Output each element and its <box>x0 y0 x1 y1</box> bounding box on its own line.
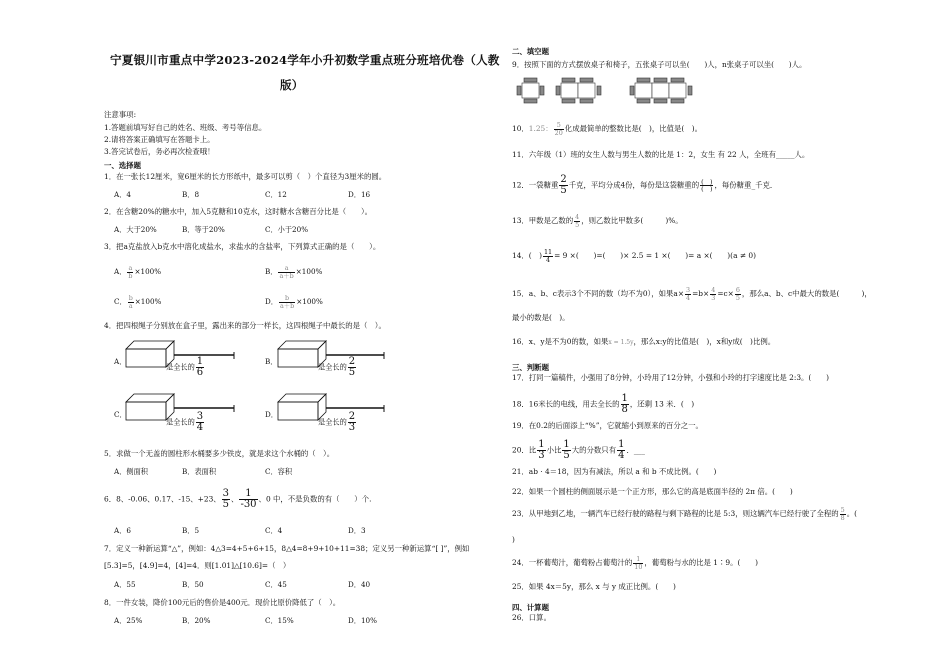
question-17: 17．打同一篇稿件，小强用了8分钟，小玲用了12分钟，小强和小玲的打字速度比是 2:3。( ) <box>512 373 829 382</box>
note-2: 2.请将答案正确填写在答题卡上。 <box>104 135 215 144</box>
question-25: 25．如果 4x＝5y，那么 x 与 y 成正比例。( ) <box>512 582 676 591</box>
question-8: 8．一件女装，降价100元后的售价是400元．现价比原价降低了（ ）。 <box>104 598 341 607</box>
question-2: 2．在含糖20%的糖水中，加入5克糖和10克水，这时糖水含糖百分比是（ ）。 <box>104 207 373 216</box>
q3-option-d[interactable]: D． $\frac{b}{a+b}$ ×100% <box>265 294 323 310</box>
q4-option-c[interactable]: C． <box>114 410 127 419</box>
q3-option-c[interactable]: C． $\frac{b}{a}$ ×100% <box>114 294 162 310</box>
question-19: 19．在0.2的后面添上“%”，它就缩小到原来的百分之一。 <box>512 421 703 430</box>
question-6: 6．8、-0.06、0.17、-15、+23、 $\frac{3}{5}$ 、 $\frac{1}{-30}$ 、0 中，不是负数的有（ ）个. <box>104 488 372 510</box>
question-23-line1: 23．从甲地到乙地，一辆汽车已经行驶的路程与剩下路程的比是 5:3，则这辆汽车已经行驶了全程的 $\frac{5}{8}$ 。( <box>512 506 858 522</box>
question-20: 20．比 $\frac{1}{3}$ 小比 $\frac{1}{5}$ 大的分数只有 $\frac{1}{4}$ ．___ <box>512 439 645 461</box>
q7-option-d[interactable]: D．40 <box>348 580 371 589</box>
q4-d-caption: 是全长的 $\frac{2}{3}$ <box>318 411 356 433</box>
q4-b-caption: 是全长的 $\frac{2}{5}$ <box>318 356 356 378</box>
q2-option-b[interactable]: B．等于20% <box>182 225 225 234</box>
question-7-line1: 7．定义一种新运算“△”，例如：4△3=4+5+6+15，8△4=8+9+10+11=38；定义另一种新运算“[ ]”，例如 <box>104 544 470 553</box>
question-11: 11．六年级（1）班的女生人数与男生人数的比是 1：2，女生 有 22 人，全班有_____人。 <box>512 150 810 159</box>
q8-option-c[interactable]: C．15% <box>265 616 294 625</box>
q5-option-c[interactable]: C．容积 <box>265 467 293 476</box>
q5-option-b[interactable]: B．表面积 <box>182 467 217 476</box>
section-heading-fill: 二、填空题 <box>512 47 549 56</box>
q3-option-a[interactable]: A． $\frac{a}{b}$ ×100% <box>114 264 162 280</box>
q1-option-a[interactable]: A．4 <box>114 190 131 199</box>
q8-option-d[interactable]: D．10% <box>348 616 377 625</box>
section-heading-choice: 一、选择题 <box>104 161 141 170</box>
question-21: 21．ab · 4＝18，因为有减法，所以 a 和 b 不成比例。( ) <box>512 467 717 476</box>
question-10: 10．1.25： $\frac{5}{20}$ 化成最简单的整数比是( )，比值是( )。 <box>512 121 702 137</box>
q4-option-d[interactable]: D． <box>265 410 278 419</box>
q4-option-b[interactable]: B． <box>265 357 278 366</box>
q1-option-d[interactable]: D．16 <box>348 190 371 199</box>
q4-c-caption: 是全长的 $\frac{3}{4}$ <box>166 411 204 433</box>
notes-heading: 注意事项: <box>104 110 137 119</box>
question-23-line2: ) <box>512 535 515 544</box>
question-24: 24．一杯葡萄汁，葡萄粉占葡萄汁的 $\frac{1}{10}$ ，葡萄粉与水的比是 1∶9。( ) <box>512 555 759 571</box>
q8-option-a[interactable]: A．25% <box>114 616 143 625</box>
page-title-line2: 版） <box>280 78 304 92</box>
q6-option-b[interactable]: B．5 <box>182 526 200 535</box>
q2-option-c[interactable]: C．小于20% <box>265 225 309 234</box>
question-3: 3．把a克盐放入b克水中溶化成盐水，求盐水的含盐率，下列算式正确的是（ ）。 <box>104 242 381 251</box>
q7-option-b[interactable]: B．50 <box>182 580 204 589</box>
note-1: 1.答题前填写好自己的姓名、班级、考号等信息。 <box>104 123 267 132</box>
page-title: 宁夏银川市重点中学2023-2024学年小升初数学重点班分班培优卷（人教 <box>110 53 500 67</box>
question-12: 12．一袋糖重 $\frac{2}{5}$ 千克，平均分成4份，每份是这袋糖重的 $\frac{( )}{( )}$ ，每份糖重_千克． <box>512 174 778 196</box>
q1-option-c[interactable]: C．12 <box>265 190 287 199</box>
question-22: 22．如果一个圆柱的侧面展示是一个正方形，那么它的高是底面半径的 2π 倍。( ) <box>512 487 793 496</box>
question-18: 18．16米长的电线，用去全长的 $\frac{1}{8}$ ，还剩 13 米．( ) <box>512 393 695 415</box>
q6-option-a[interactable]: A．6 <box>114 526 131 535</box>
question-14: 14．( ) $\frac{11}{4}$ = 9 ×( )=( )× 2.5 = 1 ×( )= a ×( )(a ≠ 0) <box>512 248 756 264</box>
question-9: 9．按照下面的方式摆放桌子和椅子，五张桌子可以坐( )人，n张桌子可以坐( )人。 <box>512 60 807 69</box>
q1-option-b[interactable]: B．8 <box>182 190 200 199</box>
question-5: 5．求做一个无盖的圆柱形水桶要多少铁皮，就是求这个水桶的（ ）。 <box>104 449 335 458</box>
question-15-line1: 15．a、b、c表示3个不同的数（均不为0），如果a× $\frac{3}{4}$ =b× $\frac{4}{3}$ =c× $\frac{6}{5}$ ，那么a、b、c中最大的数是( )， <box>512 286 872 302</box>
question-15-line2: 最小的数是( )。 <box>512 313 570 322</box>
question-1: 1．在一张长12厘米，宽6厘米的长方形纸中，最多可以剪（ ）个直径为3厘米的圆。 <box>104 172 387 181</box>
q4-option-a[interactable]: A． <box>114 357 127 366</box>
q5-option-a[interactable]: A．侧面积 <box>114 467 148 476</box>
q7-option-a[interactable]: A．55 <box>114 580 136 589</box>
question-4: 4．把四根绳子分别放在盒子里，露出来的部分一样长，这四根绳子中最长的是（ ）。 <box>104 321 386 330</box>
table-chair-diagram <box>514 76 844 104</box>
q6-option-c[interactable]: C．4 <box>265 526 283 535</box>
question-13: 13．甲数是乙数的 $\frac{4}{5}$ ，则乙数比甲数多( )%。 <box>512 213 683 229</box>
q4-a-caption: 是全长的 $\frac{1}{6}$ <box>166 356 204 378</box>
q2-option-a[interactable]: A．大于20% <box>114 225 157 234</box>
question-26: 26．口算。 <box>512 613 551 622</box>
q3-option-b[interactable]: B． $\frac{a}{a+b}$ ×100% <box>265 264 323 280</box>
question-7-line2: [5.3]=5，[4.9]=4，[4]=4．则[1.01]△[10.6]=（ ） <box>104 561 291 570</box>
section-heading-judge: 三、判断题 <box>512 363 549 372</box>
section-heading-calc: 四、计算题 <box>512 603 549 612</box>
q8-option-b[interactable]: B．20% <box>182 616 211 625</box>
note-3: 3.答完试卷后，务必再次检查哦！ <box>104 147 215 156</box>
question-16: 16．x、y是不为0的数，如果x = 1.5y，那么x:y的比值是( )，x和y成( )比例。 <box>512 337 776 346</box>
q7-option-c[interactable]: C．45 <box>265 580 287 589</box>
q6-option-d[interactable]: D．3 <box>348 526 366 535</box>
